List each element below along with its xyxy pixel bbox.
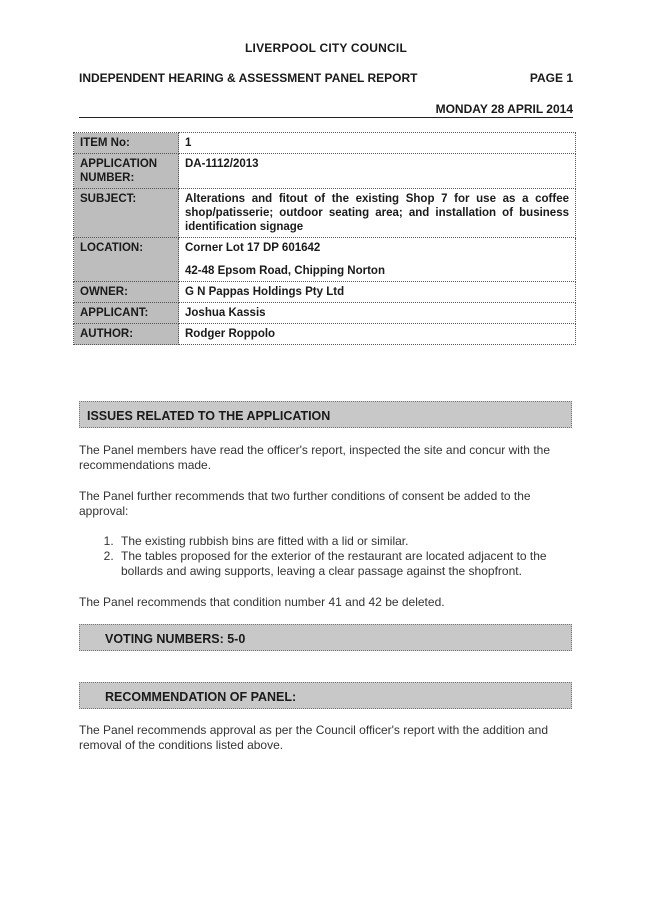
author-label: AUTHOR: — [74, 324, 179, 345]
list-item: 2. The tables proposed for the exterior of the restaurant are located adjacent to the bollards and awing supports, leaving a clear passage against the shopfront. — [117, 549, 573, 579]
location-label: LOCATION: — [74, 238, 179, 282]
application-value: DA-1112/2013 — [179, 154, 576, 189]
applicant-label: APPLICANT: — [74, 303, 179, 324]
location-value — [179, 238, 576, 282]
table-row — [74, 238, 576, 282]
table-row — [74, 154, 576, 189]
issues-paragraph-3: The Panel recommends that condition number 41 and 42 be deleted. — [79, 595, 445, 609]
location-line-2: 42-48 Epsom Road, Chipping Norton — [185, 265, 385, 277]
page-number: PAGE 1 — [529, 71, 573, 85]
table-row — [74, 303, 576, 324]
subject-value: Alterations and fitout of the existing Shop 7 for use as a coffee shop/patisserie; outdoor seating area; and installation of business identification signage — [179, 189, 576, 238]
issues-heading: ISSUES RELATED TO THE APPLICATION — [79, 401, 572, 428]
item-value: 1 — [179, 133, 576, 154]
issues-paragraph-1: The Panel members have read the officer's report, inspected the site and concur with the recommendations made. — [79, 443, 550, 472]
table-row — [74, 282, 576, 303]
application-label: APPLICATION NUMBER: — [74, 154, 179, 189]
table-row — [74, 189, 576, 238]
subject-label: SUBJECT: — [74, 189, 179, 238]
owner-label: OWNER: — [74, 282, 179, 303]
voting-heading: VOTING NUMBERS: 5-0 — [79, 624, 572, 651]
council-name: LIVERPOOL CITY COUNCIL — [245, 41, 407, 55]
conditions-list — [79, 534, 573, 579]
list-item: 1. The existing rubbish bins are fitted with a lid or similar. — [117, 534, 573, 549]
author-value: Rodger Roppolo — [179, 324, 576, 345]
application-info-table — [73, 132, 576, 345]
issues-paragraph-2: The Panel further recommends that two further conditions of consent be added to the approval: — [79, 489, 531, 518]
applicant-value: Joshua Kassis — [179, 303, 576, 324]
meeting-date: MONDAY 28 APRIL 2014 — [435, 102, 573, 116]
header-divider — [79, 117, 573, 118]
table-row — [74, 324, 576, 345]
table-row — [74, 133, 576, 154]
recommendation-text: The Panel recommends approval as per the Council officer's report with the addition and removal of the conditions listed above. — [79, 723, 548, 752]
item-label: ITEM No: — [74, 133, 179, 154]
owner-value: G N Pappas Holdings Pty Ltd — [179, 282, 576, 303]
recommendation-heading: RECOMMENDATION OF PANEL: — [79, 682, 572, 709]
report-title: INDEPENDENT HEARING & ASSESSMENT PANEL REPORT — [79, 71, 418, 85]
location-line-1: Corner Lot 17 DP 601642 — [185, 242, 321, 254]
